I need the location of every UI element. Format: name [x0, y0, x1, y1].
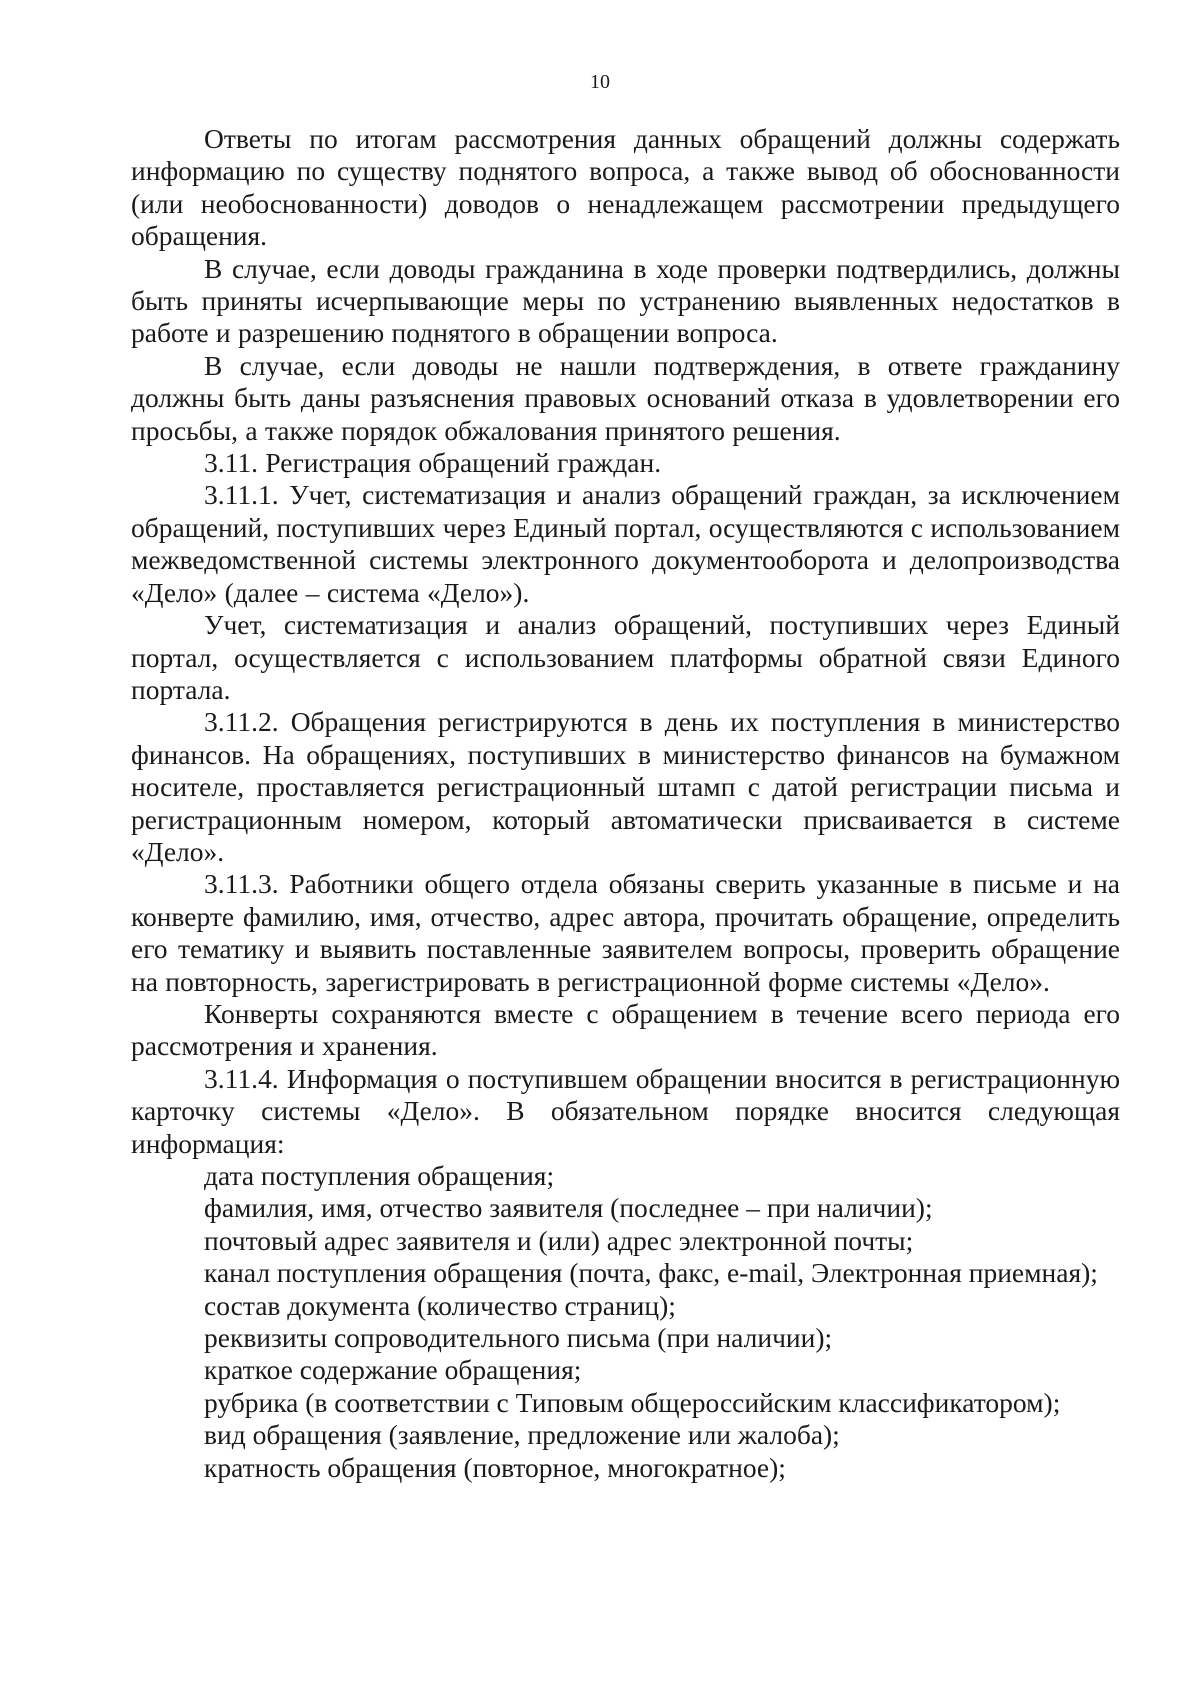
list-item: канал поступления обращения (почта, факс, e-mail, Электронная приемная); [204, 1257, 1098, 1289]
paragraph-answers-content: Ответы по итогам рассмотрения данных обращений должны содержать информацию по существу поднятого вопроса, а также вывод об обоснованности (или необоснованности) доводов о ненадлежащем рассмотрении предыдущего обращения. [131, 123, 1120, 252]
page-number: 10 [590, 71, 610, 93]
list-item: дата поступления обращения; [204, 1160, 555, 1191]
section-heading-3-11: 3.11. Регистрация обращений граждан. [204, 447, 662, 479]
paragraph-unified-portal: Учет, систематизация и анализ обращений, поступивших через Единый портал, осуществляется с использованием платформы обратной связи Единого портала. [131, 609, 1120, 705]
list-item: рубрика (в соответствии с Типовым общероссийским классификатором); [204, 1386, 1061, 1418]
list-item: вид обращения (заявление, предложение или жалоба); [204, 1419, 840, 1451]
paragraph-arguments-confirmed: В случае, если доводы гражданина в ходе проверки подтвердились, должны быть приняты исчерпывающие меры по устранению выявленных недостатков в работе и разрешению поднятого в обращении вопроса. [131, 252, 1120, 349]
paragraph-envelopes: Конверты сохраняются вместе с обращением в течение всего периода его рассмотрения и хранения. [131, 997, 1120, 1062]
paragraph-3-11-1: 3.11.1. Учет, систематизация и анализ обращений граждан, за исключением обращений, поступивших через Единый портал, осуществляются с использованием межведомственной системы электронного документооборота и делопроизводства «Дело» (далее – система «Дело»). [131, 479, 1120, 608]
paragraph-3-11-4: 3.11.4. Информация о поступившем обращении вносится в регистрационную карточку системы «Дело». В обязательном порядке вносится следующая информация: [131, 1062, 1120, 1159]
paragraph-3-11-2: 3.11.2. Обращения регистрируются в день их поступления в министерство финансов. На обращениях, поступивших в министерство финансов на бумажном носителе, проставляется регистрационный штамп с датой регистрации письма и регистрационным номером, который автоматически присваивается в системе «Дело». [131, 706, 1120, 867]
document-body [131, 123, 1120, 1484]
paragraph-arguments-not-confirmed: В случае, если доводы не нашли подтверждения, в ответе гражданину должны быть даны разъяснения правовых оснований отказа в удовлетворении его просьбы, а также порядок обжалования принятого решения. [131, 349, 1120, 446]
list-item: состав документа (количество страниц); [204, 1289, 676, 1321]
list-item: почтовый адрес заявителя и (или) адрес электронной почты; [204, 1224, 914, 1256]
list-item: фамилия, имя, отчество заявителя (последнее – при наличии); [204, 1192, 933, 1224]
paragraph-3-11-3: 3.11.3. Работники общего отдела обязаны сверить указанные в письме и на конверте фамилию, имя, отчество, адрес автора, прочитать обращение, определить его тематику и выявить поставленные заявителем вопросы, проверить обращение на повторность, зарегистрировать в регистрационной форме системы «Дело». [131, 868, 1120, 997]
list-item: кратность обращения (повторное, многократное); [204, 1451, 786, 1483]
list-item: краткое содержание обращения; [204, 1354, 582, 1386]
list-item: реквизиты сопроводительного письма (при наличии); [204, 1322, 833, 1354]
